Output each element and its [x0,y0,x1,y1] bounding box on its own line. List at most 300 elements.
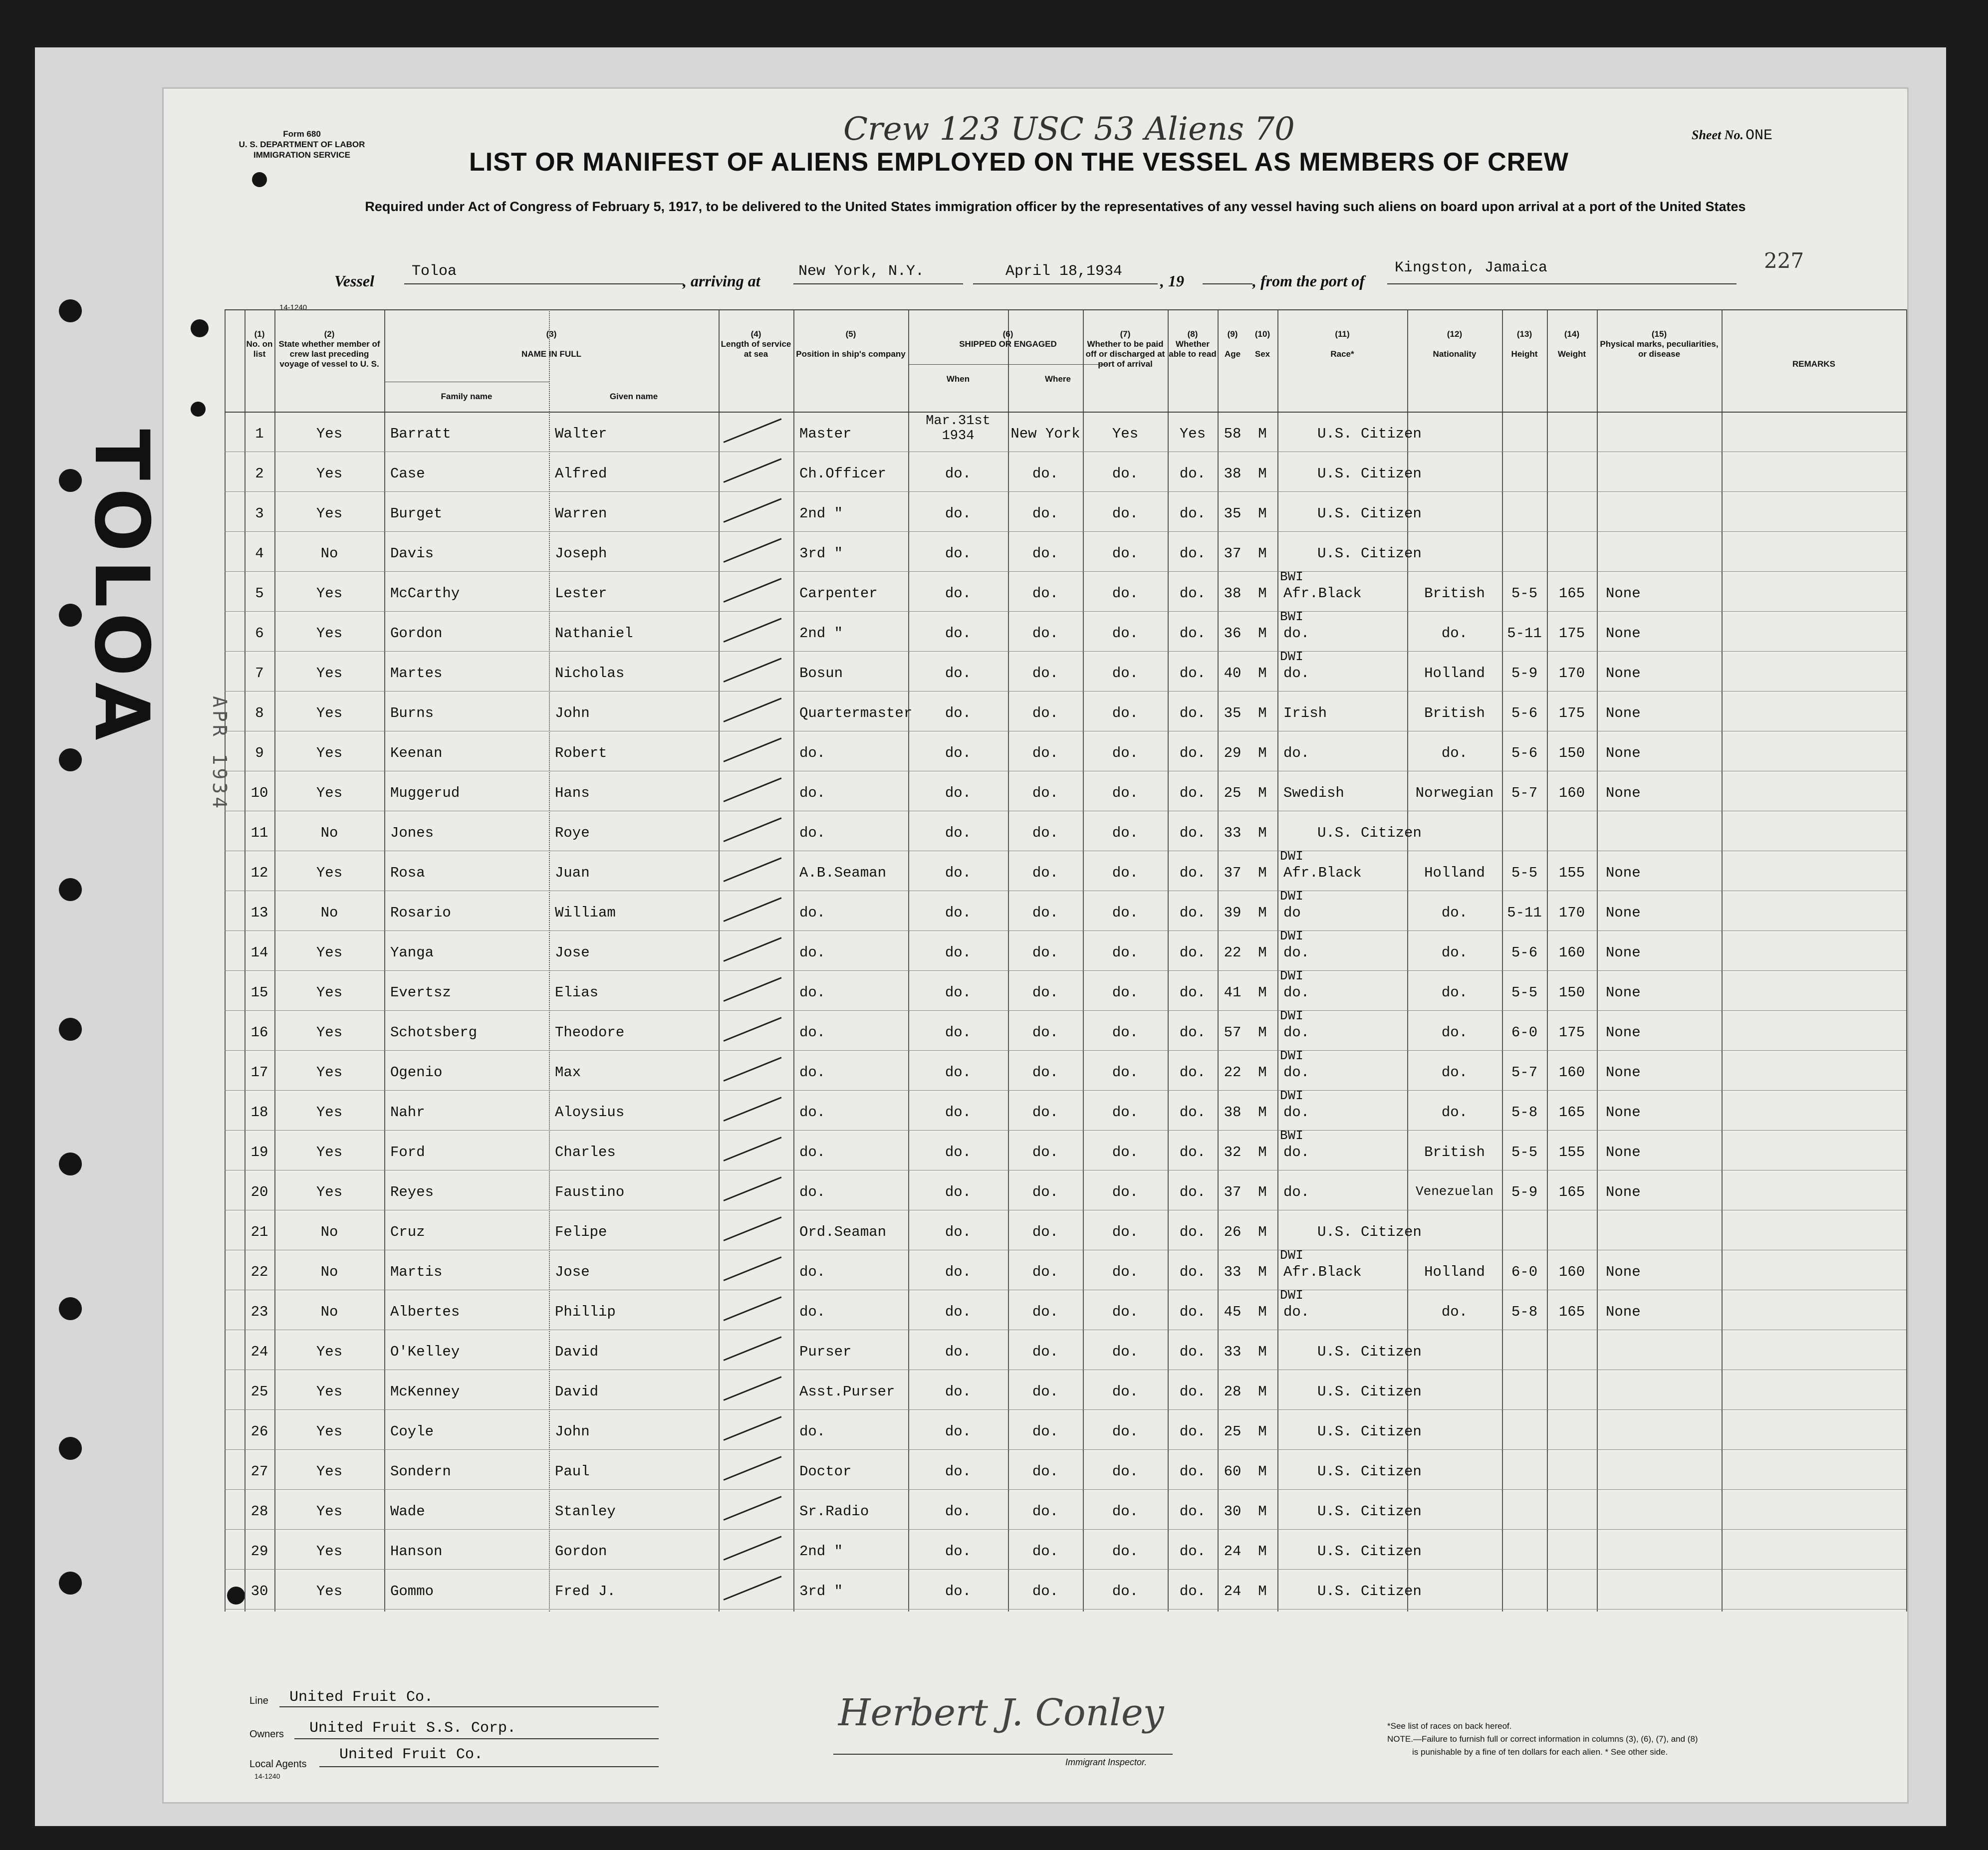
cell-row-number: 3 [255,505,264,522]
cell-row-number: 19 [250,1144,268,1160]
cell-family-name: Jones [390,825,434,841]
page-title: LIST OR MANIFEST OF ALIENS EMPLOYED ON THE VESSEL AS MEMBERS OF CREW [469,148,1569,177]
vessel-name: Toloa [412,263,457,280]
cell-previous-voyage: Yes [316,944,343,961]
cell-position: do. [799,984,826,1001]
cell-nationality: Venezuelan [1415,1184,1494,1199]
sheet-number-label [1692,127,1772,144]
cell-family-name: Martis [390,1264,443,1280]
department-name: U. S. DEPARTMENT OF LABOR [239,140,365,149]
cell-previous-voyage: Yes [316,1583,343,1600]
cell-family-name: Burns [390,705,434,721]
binder-hole [59,1572,82,1595]
cell-age: 57 [1224,1024,1242,1041]
cell-given-name: Jose [555,944,590,961]
cell-position: do. [799,1264,826,1280]
cell-age: 45 [1224,1304,1242,1320]
cell-given-name: Lester [555,585,607,602]
cell-paid-off: do. [1112,1024,1139,1041]
cell-shipped-when: do. [945,745,972,761]
col-header-remarks: REMARKS [1792,359,1835,369]
cell-row-number: 29 [250,1543,268,1560]
cell-height: 6-0 [1511,1264,1538,1280]
cell-physical-marks: None [1606,1304,1641,1320]
col-6-num: (6) [1002,329,1013,339]
cell-shipped-where: do. [1032,1024,1059,1041]
cell-able-to-read: do. [1179,944,1206,961]
cell-shipped-when: do. [945,1384,972,1400]
cell-row-number: 21 [250,1224,268,1240]
cell-height: 5-6 [1511,705,1538,721]
cell-height: 5-9 [1511,665,1538,682]
cell-row-number: 6 [255,625,264,642]
cell-race: do. [1283,1184,1310,1200]
cell-position: Ord.Seaman [799,1224,887,1240]
cell-given-name: Nathaniel [555,625,633,642]
cell-family-name: Ford [390,1144,425,1160]
cell-weight: 175 [1558,625,1585,642]
cell-position: do. [799,1304,826,1320]
cell-family-name: Wade [390,1503,425,1520]
cell-given-name: Jose [555,1264,590,1280]
cell-able-to-read: do. [1179,625,1206,642]
cell-position: Master [799,426,852,442]
cell-row-number: 5 [255,585,264,602]
cell-sex: M [1258,426,1267,442]
cell-family-name: Sondern [390,1463,451,1480]
cell-sex: M [1258,625,1267,642]
cell-given-name: Paul [555,1463,590,1480]
cell-shipped-where: do. [1032,944,1059,961]
cell-previous-voyage: Yes [316,1423,343,1440]
cell-shipped-where: do. [1032,545,1059,562]
cell-sex: M [1258,1463,1267,1480]
cell-paid-off: do. [1112,1184,1139,1200]
cell-shipped-where: do. [1032,865,1059,881]
year-label: , 19 [1160,272,1184,290]
cell-physical-marks: None [1606,865,1641,881]
cell-able-to-read: do. [1179,1344,1206,1360]
form-code: 14-1240 [279,303,307,312]
cell-shipped-where: do. [1032,984,1059,1001]
cell-shipped-when: do. [945,1024,972,1041]
cell-family-name: Evertsz [390,984,451,1001]
cell-shipped-where: do. [1032,745,1059,761]
cell-shipped-where: do. [1032,465,1059,482]
arrival-port: New York, N.Y. [798,263,925,280]
cell-race: Afr.Black [1283,865,1362,881]
cell-height: 5-8 [1511,1304,1538,1320]
cell-shipped-where: do. [1032,1543,1059,1560]
cell-shipped-where: do. [1032,1344,1059,1360]
arriving-label: , arriving at [683,272,760,290]
vessel-label: Vessel [334,272,374,290]
col-header-age: Age [1224,349,1241,359]
cell-given-name: Walter [555,426,607,442]
cell-previous-voyage: Yes [316,1104,343,1121]
cell-race-region: DWI [1280,649,1303,664]
cell-shipped-where: do. [1032,1463,1059,1480]
col-1-num: (1) [254,329,265,339]
cell-position: 2nd " [799,1543,843,1560]
cell-physical-marks: None [1606,1024,1641,1041]
cell-row-number: 13 [250,905,268,921]
cell-race-region: BWI [1280,609,1303,624]
cell-position: do. [799,1144,826,1160]
cell-position: Ch.Officer [799,465,887,482]
cell-race: do. [1283,1104,1310,1121]
departure-port: Kingston, Jamaica [1395,259,1548,276]
cell-race: do. [1283,984,1310,1001]
cell-able-to-read: do. [1179,585,1206,602]
cell-given-name: Hans [555,785,590,801]
cell-previous-voyage: No [320,1304,338,1320]
binder-hole [59,1297,82,1320]
cell-weight: 175 [1558,705,1585,721]
cell-sex: M [1258,665,1267,682]
cell-shipped-where: do. [1032,505,1059,522]
cell-previous-voyage: Yes [316,585,343,602]
cell-family-name: Davis [390,545,434,562]
cell-physical-marks: None [1606,1064,1641,1081]
cell-able-to-read: do. [1179,1024,1206,1041]
cell-nationality: do. [1441,944,1468,961]
cell-paid-off: do. [1112,1463,1139,1480]
cell-sex: M [1258,1344,1267,1360]
footnote-penalty-cont: is punishable by a fine of ten dollars for each alien. * See other side. [1412,1747,1668,1757]
cell-shipped-when: do. [945,1344,972,1360]
cell-shipped-where: do. [1032,1423,1059,1440]
cell-shipped-where: do. [1032,1384,1059,1400]
agents-form-code: 14-1240 [254,1772,280,1780]
cell-age: 33 [1224,1344,1242,1360]
cell-shipped-when: do. [945,785,972,801]
line-name: United Fruit Co. [289,1689,434,1706]
cell-nationality: do. [1441,1064,1468,1081]
cell-given-name: Charles [555,1144,616,1160]
cell-race: U.S. Citizen [1317,1384,1422,1400]
cell-position: Purser [799,1344,852,1360]
cell-paid-off: do. [1112,1224,1139,1240]
cell-previous-voyage: No [320,905,338,921]
cell-previous-voyage: Yes [316,505,343,522]
cell-race: U.S. Citizen [1317,545,1422,562]
binder-hole [59,1018,82,1041]
inspector-signature: Herbert J. Conley [838,1691,1164,1734]
cell-family-name: Burget [390,505,443,522]
cell-position: do. [799,944,826,961]
service-name: IMMIGRATION SERVICE [253,150,350,160]
cell-able-to-read: do. [1179,1583,1206,1600]
cell-physical-marks: None [1606,944,1641,961]
cell-race: do. [1283,1144,1310,1160]
cell-family-name: McCarthy [390,585,460,602]
vessel-name-stamp: TOLOA [78,429,165,748]
cell-race: U.S. Citizen [1317,505,1422,522]
cell-able-to-read: do. [1179,1184,1206,1200]
cell-given-name: Alfred [555,465,607,482]
col-header-no: No. on list [246,339,273,359]
cell-nationality: Holland [1424,665,1485,682]
cell-paid-off: do. [1112,625,1139,642]
cell-previous-voyage: Yes [316,1344,343,1360]
cell-given-name: Nicholas [555,665,625,682]
cell-race: do [1283,905,1301,921]
cell-able-to-read: do. [1179,465,1206,482]
cell-nationality: do. [1441,984,1468,1001]
cell-shipped-where: do. [1032,1184,1059,1200]
cell-sex: M [1258,1503,1267,1520]
cell-paid-off: do. [1112,1543,1139,1560]
cell-nationality: British [1424,585,1485,602]
cell-given-name: Warren [555,505,607,522]
col-header-name: NAME IN FULL [521,349,581,359]
cell-position: do. [799,785,826,801]
cell-family-name: Albertes [390,1304,460,1320]
cell-row-number: 25 [250,1384,268,1400]
cell-shipped-when: do. [945,1264,972,1280]
cell-previous-voyage: Yes [316,785,343,801]
cell-weight: 160 [1558,785,1585,801]
cell-previous-voyage: Yes [316,1184,343,1200]
cell-row-number: 14 [250,944,268,961]
cell-position: 3rd " [799,545,843,562]
cell-position: do. [799,1024,826,1041]
cell-shipped-when: do. [945,1064,972,1081]
cell-sex: M [1258,745,1267,761]
cell-race-region: BWI [1280,1128,1303,1143]
cell-weight: 160 [1558,1264,1585,1280]
binder-hole [59,1153,82,1175]
col-7-num: (7) [1120,329,1131,339]
cell-able-to-read: do. [1179,1064,1206,1081]
cell-given-name: Max [555,1064,581,1081]
cell-nationality: do. [1441,1304,1468,1320]
cell-family-name: Nahr [390,1104,425,1121]
cell-race: do. [1283,1304,1310,1320]
cell-age: 25 [1224,1423,1242,1440]
cell-height: 5-6 [1511,745,1538,761]
cell-given-name: Elias [555,984,599,1001]
cell-position: do. [799,1104,826,1121]
cell-sex: M [1258,1144,1267,1160]
cell-height: 6-0 [1511,1024,1538,1041]
cell-age: 35 [1224,505,1242,522]
col-11-num: (11) [1335,329,1350,339]
cell-physical-marks: None [1606,905,1641,921]
cell-shipped-where: do. [1032,905,1059,921]
col-2-num: (2) [324,329,335,339]
cell-shipped-where: do. [1032,785,1059,801]
cell-previous-voyage: Yes [316,665,343,682]
col-header-when: When [946,374,970,384]
cell-sex: M [1258,1024,1267,1041]
cell-family-name: Rosario [390,905,451,921]
cell-row-number: 15 [250,984,268,1001]
cell-previous-voyage: Yes [316,1024,343,1041]
cell-shipped-where: do. [1032,705,1059,721]
cell-paid-off: do. [1112,825,1139,841]
cell-sex: M [1258,1543,1267,1560]
cell-race: do. [1283,665,1310,682]
col-header-position: Position in ship's company [796,349,906,359]
cell-given-name: Aloysius [555,1104,625,1121]
cell-previous-voyage: Yes [316,745,343,761]
cell-paid-off: do. [1112,1104,1139,1121]
page-number: 227 [1764,248,1804,273]
cell-row-number: 26 [250,1423,268,1440]
agents-label: Local Agents [249,1759,307,1770]
line-label: Line [249,1695,268,1706]
cell-sex: M [1258,905,1267,921]
cell-able-to-read: do. [1179,785,1206,801]
cell-previous-voyage: No [320,825,338,841]
cell-shipped-when: do. [945,1224,972,1240]
cell-family-name: Gommo [390,1583,434,1600]
cell-family-name: Rosa [390,865,425,881]
cell-shipped-when: do. [945,905,972,921]
cell-nationality: Holland [1424,1264,1485,1280]
cell-able-to-read: do. [1179,825,1206,841]
cell-able-to-read: do. [1179,865,1206,881]
cell-sex: M [1258,825,1267,841]
cell-able-to-read: do. [1179,1423,1206,1440]
cell-paid-off: do. [1112,1064,1139,1081]
cell-position: Bosun [799,665,843,682]
punch-hole [191,402,206,417]
cell-paid-off: do. [1112,465,1139,482]
cell-family-name: Cruz [390,1224,425,1240]
cell-family-name: Gordon [390,625,443,642]
cell-sex: M [1258,1304,1267,1320]
cell-age: 30 [1224,1503,1242,1520]
cell-nationality: do. [1441,1024,1468,1041]
cell-sex: M [1258,1184,1267,1200]
cell-paid-off: do. [1112,1423,1139,1440]
cell-age: 39 [1224,905,1242,921]
cell-given-name: Gordon [555,1543,607,1560]
cell-age: 38 [1224,465,1242,482]
cell-sex: M [1258,465,1267,482]
cell-shipped-when: Mar.31st 1934 [926,414,991,444]
crew-table [225,309,1906,1612]
cell-family-name: Barratt [390,426,451,442]
cell-age: 33 [1224,825,1242,841]
cell-sex: M [1258,705,1267,721]
cell-position: 3rd " [799,1583,843,1600]
cell-physical-marks: None [1606,984,1641,1001]
cell-row-number: 20 [250,1184,268,1200]
cell-row-number: 28 [250,1503,268,1520]
cell-weight: 170 [1558,665,1585,682]
cell-paid-off: do. [1112,785,1139,801]
cell-row-number: 22 [250,1264,268,1280]
cell-previous-voyage: Yes [316,465,343,482]
col-5-num: (5) [845,329,856,339]
cell-age: 36 [1224,625,1242,642]
cell-able-to-read: do. [1179,1144,1206,1160]
cell-age: 37 [1224,1184,1242,1200]
cell-age: 24 [1224,1583,1242,1600]
cell-able-to-read: do. [1179,1384,1206,1400]
cell-able-to-read: do. [1179,1503,1206,1520]
col-10-num: (10) [1254,329,1270,339]
cell-family-name: Case [390,465,425,482]
cell-shipped-when: do. [945,545,972,562]
cell-weight: 165 [1558,585,1585,602]
cell-position: Quartermaster [799,705,913,721]
footnote-penalty: NOTE.—Failure to furnish full or correct information in columns (3), (6), (7), and (8) [1387,1734,1698,1744]
cell-given-name: David [555,1384,599,1400]
cell-nationality: Holland [1424,865,1485,881]
cell-race: U.S. Citizen [1317,465,1422,482]
cell-paid-off: do. [1112,1144,1139,1160]
cell-shipped-when: do. [945,1304,972,1320]
cell-family-name: Yanga [390,944,434,961]
cell-physical-marks: None [1606,1264,1641,1280]
cell-age: 28 [1224,1384,1242,1400]
cell-shipped-when: do. [945,705,972,721]
cell-race: U.S. Citizen [1317,1463,1422,1480]
cell-age: 22 [1224,944,1242,961]
cell-paid-off: do. [1112,505,1139,522]
cell-given-name: William [555,905,616,921]
cell-able-to-read: do. [1179,984,1206,1001]
cell-weight: 175 [1558,1024,1585,1041]
sheet-number: ONE [1745,127,1773,144]
cell-paid-off: do. [1112,905,1139,921]
cell-sex: M [1258,1423,1267,1440]
cell-nationality: do. [1441,905,1468,921]
cell-shipped-when: do. [945,1423,972,1440]
cell-able-to-read: do. [1179,1463,1206,1480]
cell-shipped-when: do. [945,585,972,602]
cell-able-to-read: do. [1179,1304,1206,1320]
cell-shipped-when: do. [945,665,972,682]
cell-race-region: DWI [1280,1008,1303,1023]
cell-race: do. [1283,745,1310,761]
cell-weight: 160 [1558,944,1585,961]
col-header-nationality: Nationality [1433,349,1477,359]
cell-shipped-when: do. [945,1543,972,1560]
col-15-num: (15) [1651,329,1667,339]
cell-position: 2nd " [799,625,843,642]
cell-given-name: David [555,1344,599,1360]
cell-previous-voyage: Yes [316,426,343,442]
cell-able-to-read: do. [1179,505,1206,522]
cell-age: 38 [1224,585,1242,602]
cell-able-to-read: do. [1179,905,1206,921]
cell-shipped-where: do. [1032,1144,1059,1160]
cell-shipped-when: do. [945,505,972,522]
cell-age: 22 [1224,1064,1242,1081]
cell-race-region: DWI [1280,928,1303,943]
cell-race: Afr.Black [1283,585,1362,602]
cell-paid-off: do. [1112,1503,1139,1520]
cell-family-name: Reyes [390,1184,434,1200]
cell-family-name: Keenan [390,745,443,761]
cell-sex: M [1258,1064,1267,1081]
cell-row-number: 17 [250,1064,268,1081]
cell-row-number: 4 [255,545,264,562]
cell-age: 58 [1224,426,1242,442]
col-header-race: Race* [1330,349,1354,359]
cell-race: Swedish [1283,785,1344,801]
col-4-num: (4) [750,329,761,339]
cell-physical-marks: None [1606,585,1641,602]
col-12-num: (12) [1447,329,1463,339]
col-header-service: Length of service at sea [721,339,791,359]
